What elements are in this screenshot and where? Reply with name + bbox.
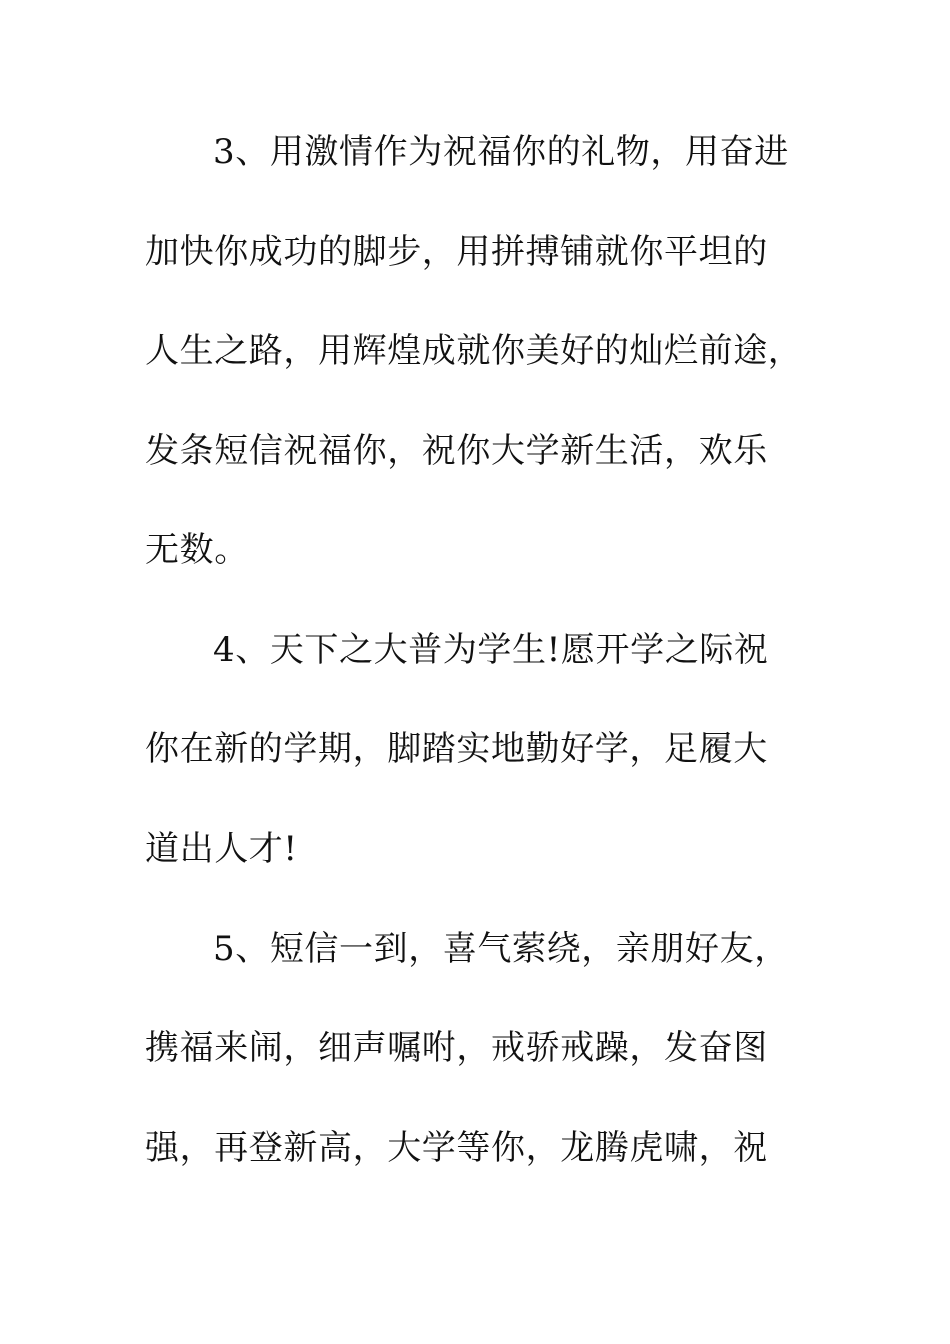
text-line: 加快你成功的脚步，用拼搏铺就你平坦的 (145, 232, 768, 272)
text-line: 携福来闹，细声嘱咐，戒骄戒躁，发奋图 (145, 1028, 768, 1068)
text-line: 5、短信一到，喜气萦绕，亲朋好友， (213, 929, 789, 969)
text-line: 3、用激情作为祝福你的礼物，用奋进 (213, 132, 789, 172)
text-line: 道出人才! (145, 829, 298, 869)
text-line: 无数。 (145, 530, 249, 570)
text-line: 强，再登新高，大学等你，龙腾虎啸，祝 (145, 1128, 768, 1168)
text-line: 发条短信祝福你，祝你大学新生活，欢乐 (145, 431, 768, 471)
text-line: 你在新的学期，脚踏实地勤好学，足履大 (145, 729, 768, 769)
text-line: 人生之路，用辉煌成就你美好的灿烂前途， (145, 331, 803, 371)
text-line: 4、天下之大普为学生!愿开学之际祝 (213, 630, 769, 670)
